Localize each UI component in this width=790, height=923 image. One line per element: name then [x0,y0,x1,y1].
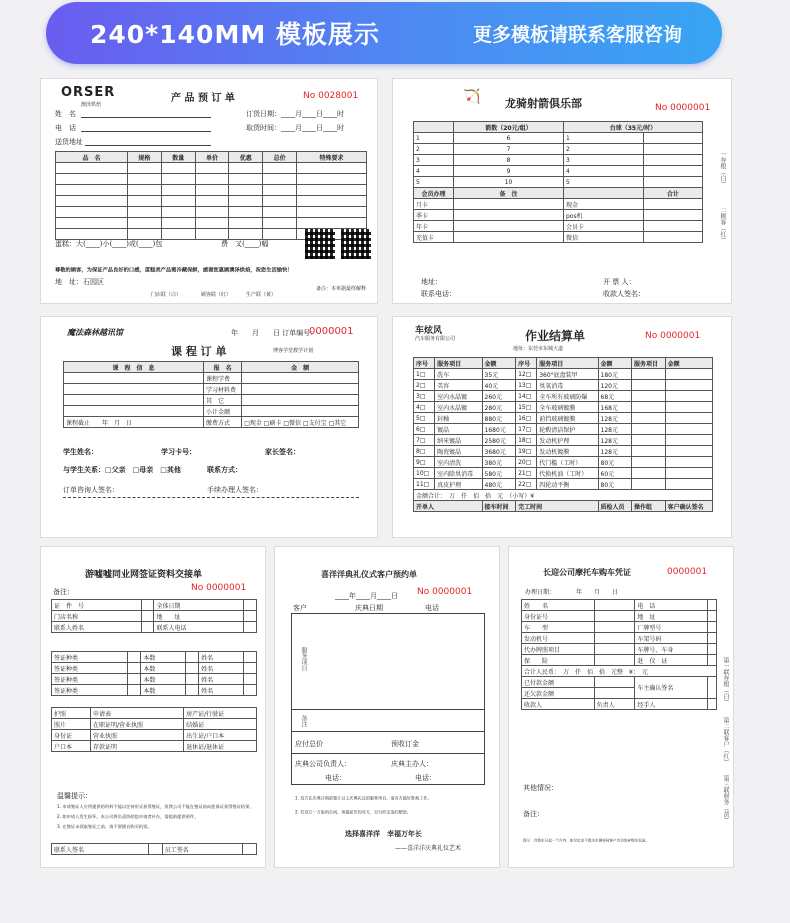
manager-phone: 电话： [415,774,436,782]
notes-2: 2. 如申请人发生损坏，本公司将负责协助您申请者补办，需提前提供原件。 [57,814,199,820]
tip-text: 提示：自购车日起一个月内，如付定金不提走车辆视同客户自动放弃购车权益。 [523,838,650,844]
table-row [56,218,367,229]
visa-type-table [51,651,257,696]
field-name: 姓 名 [55,110,76,118]
table-row: 充值卡 微信 [414,232,703,243]
table-row: 保 险 赶 仅 证 [522,655,717,666]
notice-text: 尊敬的顾客，为保证产品良好的口感，蛋糕类产品需冷藏保鲜，感谢您惠顾澳泽烘焙，祝您生活愉快！ [55,267,293,274]
handler-sign: 手续办理人签名： [207,486,263,494]
banner-title: 240*140MM 模板展示 [90,20,380,49]
store-address: 地 址：石园区 [55,278,104,286]
table-row: 8□ 陶瓷镀晶 3680元 19□ 发动机镀膜 128元 [414,446,713,457]
col-header: 数量 [161,152,195,163]
archery-table [413,121,703,243]
field-name-line [81,117,211,118]
table-row: 4 9 4 [414,166,703,177]
table-row: 月卡 现金 [414,199,703,210]
form-title: 长迎公司摩托车购车凭证 [543,568,631,577]
table-row: 7□ 纳米镀晶 2580元 18□ 发动机护理 128元 [414,435,713,446]
divider [291,731,485,732]
school-logo: 魔法森林越讯馆 [67,328,123,337]
table-row: 3□ 室内水晶镀 260元 14□ 全车所有玻璃防爆 68元 [414,391,713,402]
contact: 联系方式： [207,466,242,474]
table-row: 9□ 室内清洗 380元 20□ 代门槛（工时） 80元 [414,457,713,468]
company-phone: 电话： [325,774,346,782]
other-label: 其他情况： [523,784,558,792]
col-header: 合计 [643,188,702,199]
shop-address: 地址：东莞市东城大道 [513,346,564,352]
copy-label-2: 第二联客户（红） [722,717,729,765]
table-row: 2□ 美容 40元 13□ 臭氧消毒 120元 [414,380,713,391]
template-card-archery-club[interactable] [392,78,732,304]
table-row: 1□ 洗车 35元 12□ 360°底盘装甲 180元 [414,369,713,380]
service-items-label: 服务项目 [300,647,307,671]
deposit-label: 预收订金 [391,740,419,748]
table-row: 发动机号 车架号码 [522,633,717,644]
total-label: 应付总价 [295,740,323,748]
event-date-label: 庆典日期 [355,604,383,612]
form-title: 作业结算单 [525,329,586,343]
brand-name: 车炫风 [415,326,443,336]
copy-label-3: 第三联财务（黄） [722,775,729,823]
table-row: 课程学费 [64,373,359,384]
form-title: 龙骑射箭俱乐部 [505,97,582,110]
table-row: 身份证号 地 址 [522,611,717,622]
company-sign: ——喜洋洋庆典礼仪艺术 [395,845,462,852]
table-row: 4□ 室内水晶镀 280元 15□ 全车玻璃镀膜 168元 [414,402,713,413]
col-header: 台球（35元/时） [564,122,703,133]
table-row: 小计金额 [64,406,359,417]
terms-1: 1. 双方在庆典日期前签订以上庆典礼仪的服务项目，请各方做好准备工作。 [295,796,432,802]
receiver-label: 收款人签名： [603,290,645,298]
cake-size-line: 蛋糕：大(____)小(____)或(____)包 [55,240,163,248]
logo-text: ORSER [61,85,116,100]
field-phone-line [81,131,211,132]
student-name: 学生姓名： [63,448,98,456]
template-card-ceremony-booking[interactable] [274,546,500,868]
col-header: 会员办理 [414,188,454,199]
notes-3: 3. 在签证未领取签证之前，请不要擅自购买机票。 [57,824,152,830]
counselor-sign: 订单咨询人签名： [63,486,119,494]
notes-1: 1. 申请签证人应所提供的资料不能以任何形式获得签证，但我公司不能在签证前向您保证获得签证结果。 [57,804,254,810]
table-row [56,174,367,185]
qr-code-icon [341,229,371,259]
club-logo-icon: 🏹 [463,89,481,105]
notes-title: 温馨提示： [57,792,92,800]
table-row: 课程截止 年 月 日 缴费方式 □现金 □刷卡 □微信 □支付宝 □其它 [64,417,359,428]
table-row: 签证种类 本数 姓名 [52,652,257,663]
field-address-line [85,145,211,146]
table-row: 还欠款金额 [522,688,717,699]
footer-copy-1: 门店联（白） [151,292,182,298]
relation: 与学生关系：□父亲 □母亲 □其他 [63,466,181,474]
table-row: 6□ 镀晶 1680元 17□ 轮毂清洁保护 128元 [414,424,713,435]
table-row: 代办牌照项目 车牌号、车身 [522,644,717,655]
parent-sign: 家长签名： [265,448,300,456]
product-table [55,151,367,240]
table-row: 合计人民币： 万 仟 佰 拾 元整 ¥： 元 [522,666,717,677]
table-row: 护照 申请表 房产证/行驶证 [52,708,257,719]
material-table [51,707,257,752]
table-row: 门店名称 地 址 [52,611,257,622]
col-header: 优惠 [229,152,263,163]
remark-label: 备注： [523,810,544,818]
col-header: 品 名 [56,152,128,163]
vehicle-table [521,599,717,710]
field-pickup-date: 取货时间：____月____日____时 [246,124,344,132]
template-card-motorcycle-receipt[interactable] [508,546,734,868]
table-row: 签证种类 本数 姓名 [52,663,257,674]
form-number: No 0000001 [655,103,711,113]
table-row: 学习材料费 [64,384,359,395]
table-row: 车 型 厂牌型号 [522,622,717,633]
col-header: 备 注 [454,188,564,199]
form-number: 0000001 [309,326,354,337]
col-header: 课 程 信 息 [64,362,204,373]
footer-copy-2: 顾客联（红） [201,292,232,298]
template-card-settlement[interactable] [392,316,732,538]
deposit-line: 费 又(____)幅 [221,240,269,248]
date-row: ____年____月____日 [335,592,398,600]
order-date: 年 月 日 订单编号： [231,329,318,337]
banner-contact-text: 更多模板请联系客服咨询 [472,23,682,46]
table-row: 签证种类 本数 姓名 [52,674,257,685]
table-row: 5□ 封釉 880元 16□ 前挡玻璃镀膜 128元 [414,413,713,424]
club-address: 地址： [421,278,442,286]
table-row: 户口本 存款证明 退休证/退休证 [52,741,257,752]
template-card-product-order[interactable] [40,78,378,304]
form-number: No 0028001 [303,91,359,101]
note-label: 备注： [53,588,74,596]
table-row [56,207,367,218]
form-number: No 0000001 [191,583,247,593]
table-row: 年卡 会员卡 [414,221,703,232]
sign-table [51,843,257,855]
table-row [56,196,367,207]
table-row [56,185,367,196]
form-title: 喜洋洋典礼仪式客户预约单 [321,570,417,579]
col-header: 箭数（20元/组） [454,122,564,133]
form-number: No 0000001 [417,587,473,597]
table-row: 联系人签名 员工签名 [52,844,257,855]
terms-2: 2. 若双方一方取消合同，须提前告知对方，另行约定违约赔偿。 [295,810,411,816]
col-header: 总价 [263,152,297,163]
copy-label-1: 第一联存根（白） [722,657,729,705]
field-address: 送货地址 [55,138,83,146]
col-header: 单价 [195,152,229,163]
top-banner [46,2,722,64]
brand-subtitle: 汽车服务有限公司 [415,336,456,342]
table-row [56,163,367,174]
field-order-date: 订货日期：____月____日____时 [246,110,344,118]
orser-logo [61,85,115,100]
table-row: 签证种类 本数 姓名 [52,685,257,696]
phone-label: 电话 [425,604,439,612]
table-row: 已付款金额 车主确认签名 [522,677,717,688]
qr-code-icon [305,229,335,259]
form-title: 课 程 订 单 [171,345,227,358]
remark-label: 备注 [300,715,307,727]
col-header: 规格 [128,152,162,163]
footer-copy-3: 生产联（黄） [246,292,277,298]
service-table: 序号 服务项目 金额 序号 服务项目 金额 服务项目 金额 1□ 洗车 35元 12□ 360°底盘装甲 180元 2□ 美容 40元 13□ 臭氧消毒 120元 3□ 室内水晶镀 260元 14□ 全车所有玻璃防爆 68元 4□ 室内水晶镀 280元 15□ 全车玻璃镀膜 168元 5□ 封釉 880元 16□ 前挡玻璃镀膜 128元 6□ 镀晶 1680元 17□ 轮毂清洁保护 128元 7□ 纳米镀晶 2580元 18□ 发动机护理 128元 8□ 陶瓷镀晶 3680元 19□ 发动机镀膜 128元 9□ 室内清洗 380元 20□ 代门槛（工时） 80元 10□ 室内除臭消毒 580元 21□ 代换机油（工时） 60元 11□ 真皮护理 480元 22□ 四轮动平衡 80元 金额合计： 万 仟 佰 拾 元 （小写）¥ 开单人 接车时间 完工时间 质检人员 操作组 客户确认签名 [413,357,713,512]
table-row: 身份证 营业执照 出生证/户口本 [52,730,257,741]
template-card-visa-handover[interactable] [40,546,266,868]
table-row: 收款人 负责人 经手人 [522,699,717,710]
col-header: 金 额 [242,362,359,373]
form-number: 0000001 [667,567,708,577]
student-card-no: 学习卡号： [161,448,196,456]
client-label: 客户 [293,604,307,612]
col-header: 特殊要求 [297,152,367,163]
table-row: 10□ 室内除臭消毒 580元 21□ 代换机油（工时） 60元 [414,468,713,479]
table-row: 季卡 pos机 [414,210,703,221]
copy-label-2: 二顾客（红） [719,207,726,243]
form-subtitle: 博客学堂教学计划 [273,348,314,354]
manager-label: 庆典主办人： [391,760,433,768]
slogan: 选择喜洋洋 幸福万年长 [345,830,422,838]
template-card-course-order[interactable] [40,316,378,538]
table-row: 11□ 真皮护理 480元 22□ 四轮动平衡 80元 [414,479,713,490]
visa-info-table [51,599,257,633]
table-row: 其 它 [64,395,359,406]
divider [63,497,359,498]
table-row: 5 10 5 [414,177,703,188]
table-row: 联系人姓名 联系人电话 [52,622,257,633]
divider [291,709,485,710]
handle-date: 办理日期： 年 月 日 [525,589,619,596]
copy-label-1: 一存根（白） [719,151,726,187]
company-label: 庆典公司负责人： [295,760,351,768]
divider [291,753,485,754]
total-row: 金额合计： 万 仟 佰 拾 元 （小写）¥ [414,490,713,501]
course-table [63,361,359,428]
table-row: 证 件 号 全体日期 [52,600,257,611]
logo-subtitle: 澳泽烘焙 [81,102,102,108]
table-row: 3 8 3 [414,155,703,166]
table-row: 2 7 2 [414,144,703,155]
table-row: 1 6 1 [414,133,703,144]
form-title: 产 品 预 订 单 [171,93,235,104]
form-number: No 0000001 [645,331,701,341]
table-row: 照片 在职证明/营业执照 结婚证 [52,719,257,730]
issuer-label: 开 票 人： [603,278,636,286]
table-row: 姓 名 电 话 [522,600,717,611]
club-phone: 联系电话： [421,290,456,298]
footer-note: 备注：本单据最终解释 [316,286,367,292]
col-header: 报 名 [204,362,242,373]
form-title: 游嘘嘘同业网签证资料交接单 [85,570,203,580]
field-phone: 电 话 [55,124,76,132]
